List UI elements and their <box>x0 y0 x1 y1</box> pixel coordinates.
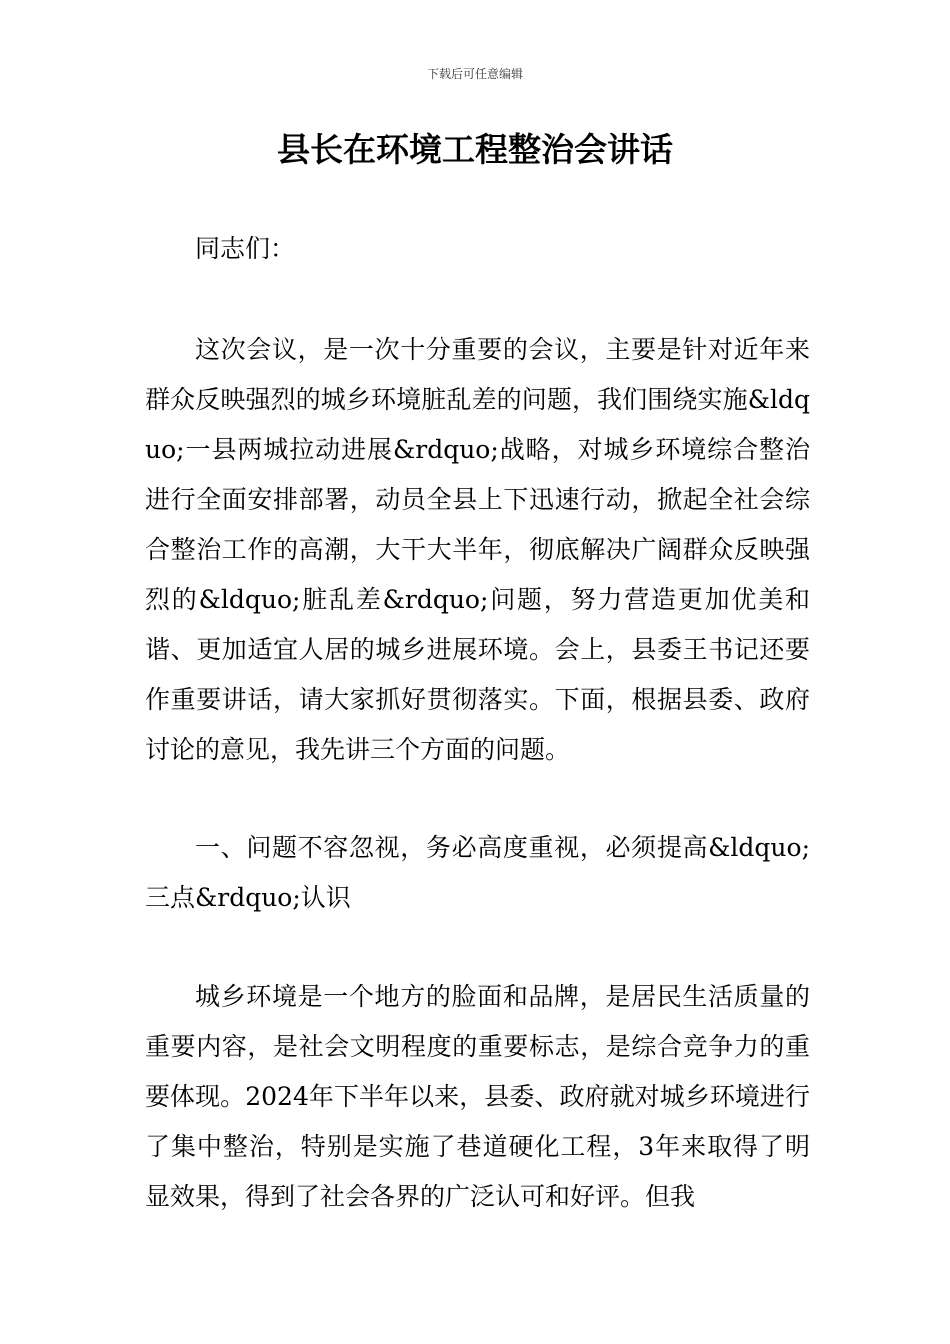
header-note: 下载后可任意编辑 <box>426 67 523 81</box>
section-heading-1: 一、问题不容忽视，务必高度重视，必须提高&ldquo;三点&rdquo;认识 <box>145 833 810 912</box>
intro-paragraph: 这次会议，是一次十分重要的会议，主要是针对近年来群众反映强烈的城乡环境脏乱差的问题，我们围绕实施&ldquo;一县两城拉动进展&rdquo;战略，对城乡环境综合整治进行全面安排部署，动员全县上下迅速行动，掀起全社会综合整治工作的高潮，大干大半年，彻底解决广阔群众反映强烈的&ldquo;脏乱差&rdquo;问题，努力营造更加优美和谐、更加适宜人居的城乡进展环境。会上，县委王书记还要作重要讲话，请大家抓好贯彻落实。下面，根据县委、政府讨论的意见，我先讲三个方面的问题。 <box>145 335 810 764</box>
document-title: 县长在环境工程整治会讲话 <box>277 130 673 169</box>
body-paragraph-1: 城乡环境是一个地方的脸面和品牌，是居民生活质量的重要内容，是社会文明程度的重要标志，是综合竞争力的重要体现。2024年下半年以来，县委、政府就对城乡环境进行了集中整治，特别是实施了巷道硬化工程，3年来取得了明显效果，得到了社会各界的广泛认可和好评。但我 <box>145 982 810 1211</box>
greeting-paragraph: 同志们： <box>195 234 296 263</box>
